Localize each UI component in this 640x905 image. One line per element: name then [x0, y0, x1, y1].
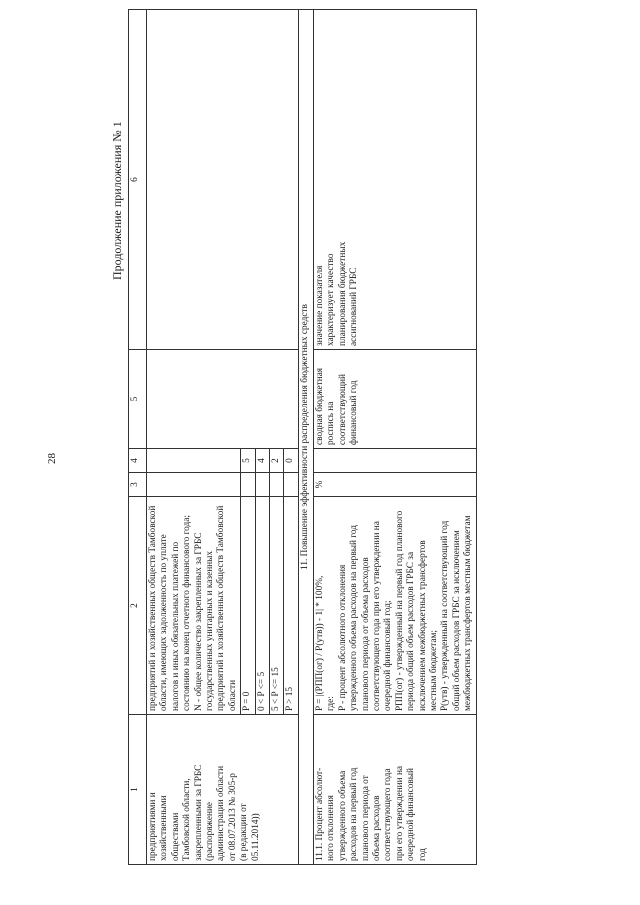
- section-row: [298, 10, 313, 865]
- text-line: общий объем расходов ГРБС за исключением: [451, 530, 462, 711]
- text-line: предприятиями и: [148, 792, 158, 861]
- text-line: очередной финансовый год;: [383, 600, 394, 711]
- scale-score: 0: [284, 449, 298, 473]
- unit-cell: [255, 473, 269, 497]
- text-line: ассигнований ГРБС: [349, 267, 360, 346]
- text-line: год: [417, 848, 428, 861]
- scale-score: 2: [270, 449, 284, 473]
- header-col-3: 3: [129, 473, 147, 497]
- text-line: планового периода от объема расходов: [360, 557, 371, 711]
- text-line: (в редакции от: [239, 803, 250, 861]
- header-col-2: 2: [129, 497, 147, 715]
- scale-score: 4: [255, 449, 269, 473]
- text-line: характеризует качество: [326, 253, 337, 346]
- table-row: [147, 10, 241, 865]
- text-line: области: [227, 679, 238, 711]
- table-row: [313, 10, 476, 865]
- text-line: РПП(ог) - утвержденный на первый год планового: [394, 510, 405, 711]
- text-line: соответствующий: [337, 374, 348, 445]
- page-number: 28: [46, 453, 58, 464]
- text-line: при его утверждении на: [394, 765, 405, 861]
- text-line: финансовый год: [349, 380, 360, 445]
- unit-cell: %: [313, 473, 476, 497]
- text-line: межбюджетных трансфертов местным бюджетам: [463, 515, 474, 711]
- unit-cell: [241, 473, 255, 497]
- text-line: планового периода от: [360, 775, 371, 861]
- header-col-6: 6: [129, 10, 147, 350]
- header-col-1: 1: [129, 715, 147, 865]
- header-col-5: 5: [129, 350, 147, 449]
- formula-cell: [147, 497, 241, 715]
- header-col-4: 4: [129, 449, 147, 473]
- text-line: значение показателя: [314, 265, 325, 346]
- score-cell: [313, 449, 476, 473]
- text-line: планирования бюджетных: [337, 241, 348, 346]
- text-line: исключением межбюджетных трансфертов: [417, 540, 428, 711]
- text-line: P = |(РПП(ог) / Р(утв)) - 1| * 100%,: [314, 575, 325, 711]
- text-line: Тамбовской области,: [182, 778, 193, 861]
- scale-condition: 5 < P <= 15: [270, 497, 284, 715]
- text-line: N - общее количество закрепленных за ГРБС: [193, 532, 204, 711]
- scale-score: 5: [241, 449, 255, 473]
- text-line: государственных унитарных и казенных: [205, 550, 216, 711]
- score-cell: [147, 449, 241, 473]
- text-line: области, имеющих задолженность по уплате: [159, 534, 170, 711]
- comment-cell: [147, 10, 299, 350]
- text-line: очередной финансовый: [406, 768, 417, 861]
- source-cell: [313, 350, 476, 449]
- indicator-name-cell: [147, 715, 299, 865]
- continuation-note: Продолжение приложения № 1: [110, 121, 124, 280]
- text-line: расходов на первый год: [349, 767, 360, 861]
- text-line: администрации области: [216, 765, 227, 861]
- text-line: утвержденного объема расходов на первый год: [349, 525, 360, 711]
- unit-cell: [147, 473, 241, 497]
- text-line: предприятий и хозяйственных обществ Тамбовской: [148, 505, 158, 711]
- text-line: от 08.07.2013 № 305-р: [227, 773, 238, 861]
- text-line: роспись на: [326, 401, 337, 445]
- text-line: соответствующего года при его утверждении на: [371, 521, 382, 711]
- text-line: предприятий и хозяйственных обществ Тамбовской: [216, 505, 227, 711]
- text-line: обществами: [170, 812, 181, 861]
- text-line: объема расходов: [371, 795, 382, 861]
- text-line: 11.1. Процент абсолют-: [314, 767, 325, 861]
- text-line: ного отклонения: [326, 795, 337, 861]
- text-line: утвержденного объема: [337, 770, 348, 861]
- text-line: хозяйственными: [159, 795, 170, 861]
- text-line: закрепленными за ГРБС: [193, 764, 204, 861]
- scale-condition: P = 0: [241, 497, 255, 715]
- formula-cell: [313, 497, 476, 715]
- text-line: сводная бюджетная: [314, 367, 325, 445]
- text-line: где:: [326, 696, 337, 711]
- text-line: соответствующего года: [383, 768, 394, 861]
- text-line: налогов и иных обязательных платежей по: [170, 541, 181, 711]
- unit-cell: [284, 473, 298, 497]
- text-line: состоянию на конец отчетного финансового года;: [182, 515, 193, 711]
- text-line: 05.11.2014)): [250, 813, 261, 861]
- text-line: периода общий объем расходов ГРБС за: [406, 551, 417, 711]
- criteria-table: [128, 9, 477, 865]
- text-line: P - процент абсолютного отклонения: [337, 564, 348, 711]
- section-title: 11. Повышение эффективности распределения бюджетных средств: [298, 10, 313, 865]
- text-line: местным бюджетам;: [428, 630, 439, 711]
- scale-condition: 0 < P <= 5: [255, 497, 269, 715]
- source-cell: [147, 350, 299, 449]
- indicator-name-cell: [313, 715, 476, 865]
- header-row: [129, 10, 147, 865]
- text-line: Р(утв) - утвержденный на соответствующий год: [440, 520, 451, 711]
- unit-cell: [270, 473, 284, 497]
- scale-condition: P > 15: [284, 497, 298, 715]
- comment-cell: [313, 10, 476, 350]
- text-line: (распоряжение: [205, 801, 216, 861]
